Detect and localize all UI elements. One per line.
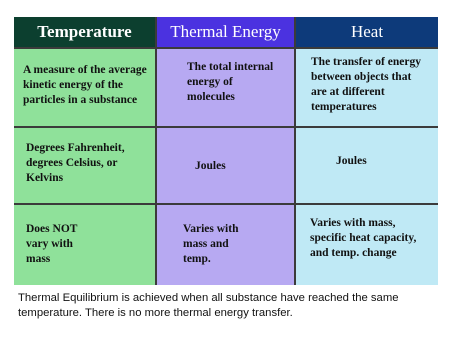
header-temperature: Temperature <box>14 17 157 49</box>
temperature-units: Degrees Fahrenheit, degrees Celsius, or Kelvins <box>26 142 125 184</box>
heat-units: Joules <box>336 155 367 167</box>
heat-definition: The transfer of energy between objects that are at different temperatures <box>311 56 421 113</box>
temperature-units-cell <box>14 128 157 205</box>
temperature-mass-cell <box>14 205 157 285</box>
temperature-definition-cell <box>14 49 157 128</box>
temperature-mass-dependence: Does NOT vary with mass <box>26 223 78 265</box>
header-heat: Heat <box>296 17 438 49</box>
header-thermal-energy: Thermal Energy <box>157 17 296 49</box>
thermal-equilibrium-note: Thermal Equilibrium is achieved when all substance have reached the same temperature. There is no more thermal energy transfer. <box>18 292 399 319</box>
thermal-energy-mass-dependence: Varies with mass and temp. <box>183 223 239 265</box>
heat-mass-dependence: Varies with mass, specific heat capacity, and temp. change <box>310 217 417 259</box>
heat-definition-cell <box>296 49 438 128</box>
thermal-energy-units-cell <box>157 128 296 205</box>
heat-units-cell <box>296 128 438 205</box>
comparison-table <box>14 17 438 285</box>
thermal-energy-definition: The total internal energy of molecules <box>187 61 274 103</box>
thermal-energy-definition-cell <box>157 49 296 128</box>
thermal-energy-units: Joules <box>195 160 226 172</box>
heat-mass-cell <box>296 205 438 285</box>
thermal-energy-mass-cell <box>157 205 296 285</box>
temperature-definition: A measure of the average kinetic energy of the particles in a substance <box>23 64 147 106</box>
